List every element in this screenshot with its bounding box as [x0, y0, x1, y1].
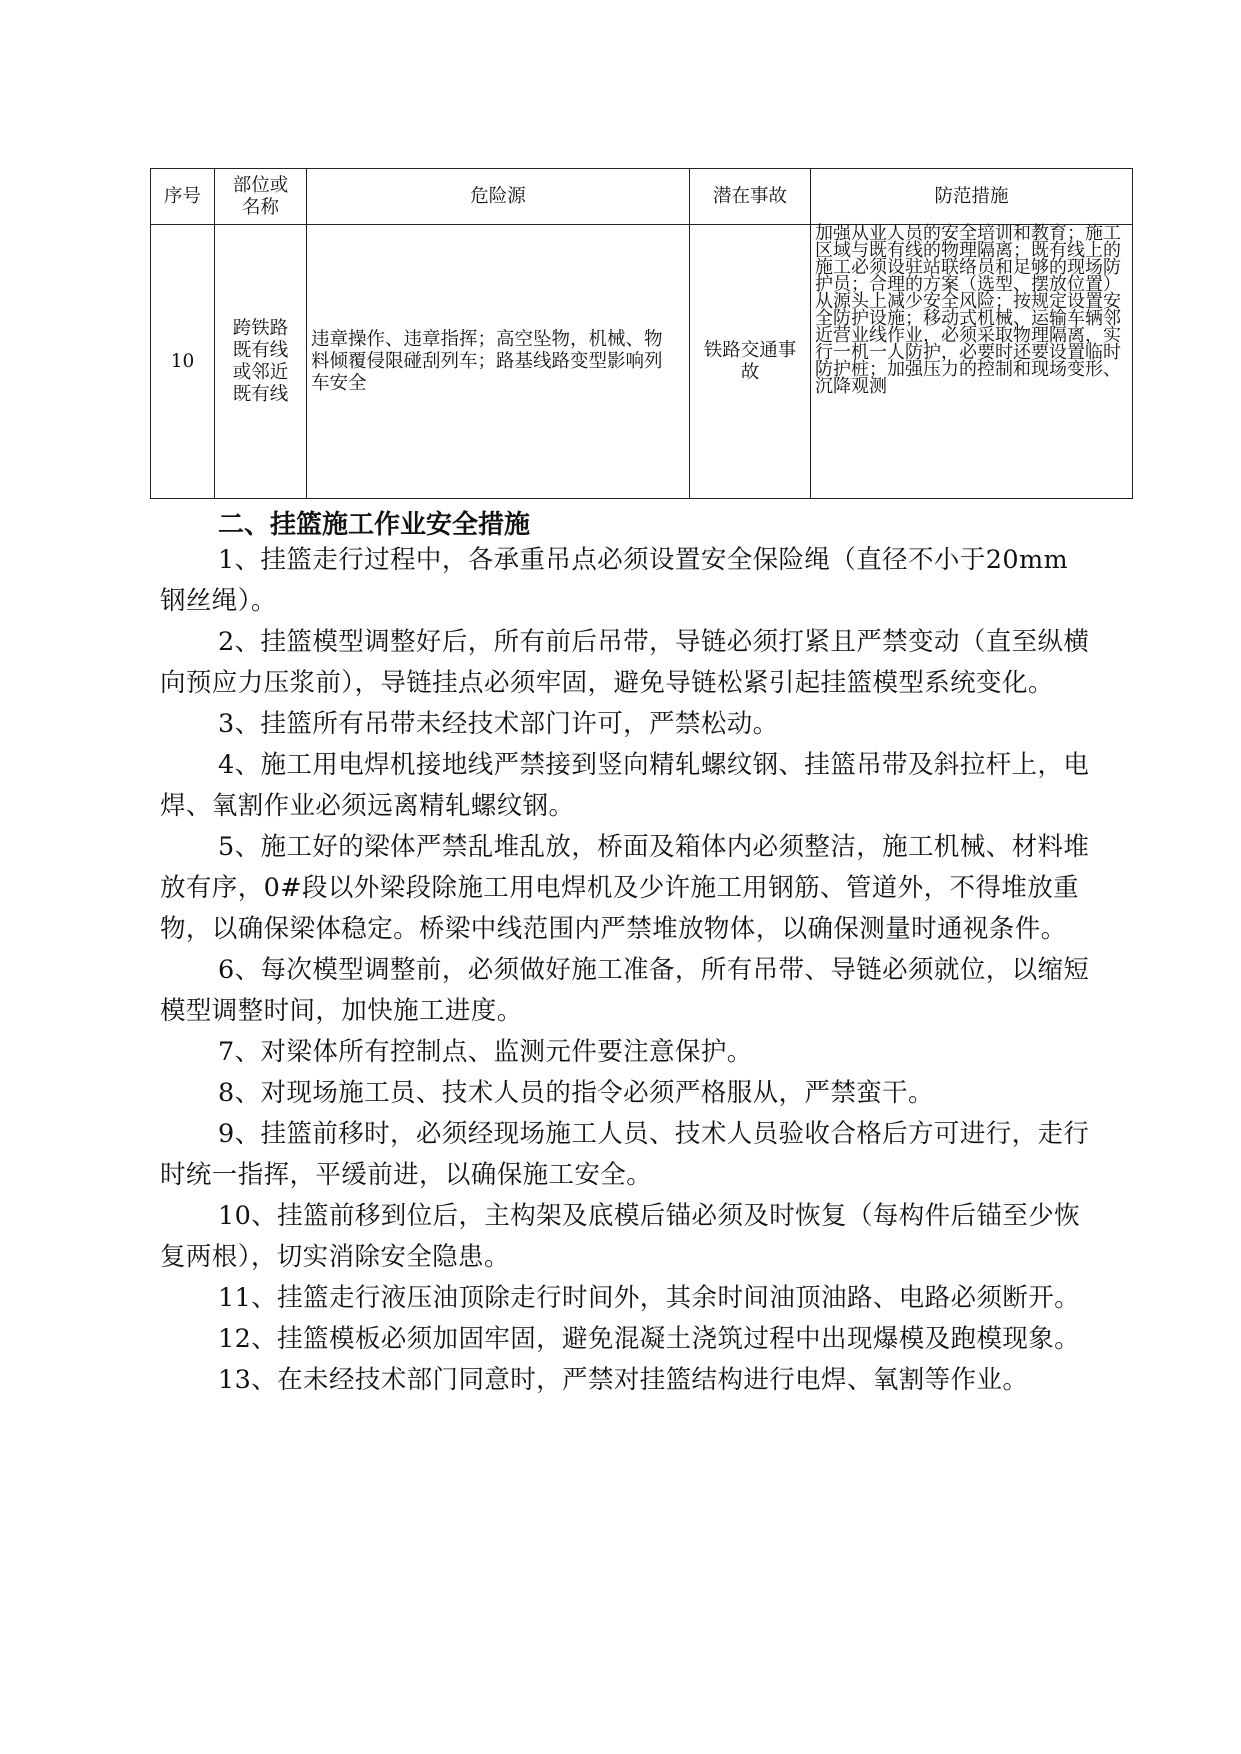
hazard-table: [150, 168, 1133, 499]
header-no: 序号: [151, 169, 215, 225]
header-location: 部位或名称: [215, 169, 307, 225]
list-item: 1、挂篮走行过程中，各承重吊点必须设置安全保险绳（直径不小于20mm钢丝绳）。: [160, 545, 1069, 616]
cell-hazard: 违章操作、违章指挥；高空坠物，机械、物料倾覆侵限碰刮列车；路基线路变型影响列车安全: [307, 225, 690, 499]
list-item: 3、挂篮所有吊带未经技术部门许可，严禁松动。: [218, 709, 779, 739]
measure-list: [160, 540, 1090, 1401]
list-item: 5、施工好的梁体严禁乱堆乱放，桥面及箱体内必须整洁，施工机械、材料堆放有序，0#段以外梁段除施工用电焊机及少许施工用钢筋、管道外，不得堆放重物，以确保梁体稳定。桥梁中线范围内严禁堆放物体，以确保测量时通视条件。: [160, 832, 1090, 944]
table-row: [151, 225, 1133, 499]
list-item: 12、挂篮模板必须加固牢固，避免混凝土浇筑过程中出现爆模及跑模现象。: [218, 1324, 1081, 1354]
list-item: 8、对现场施工员、技术人员的指令必须严格服从，严禁蛮干。: [218, 1078, 934, 1108]
list-item: 10、挂篮前移到位后，主构架及底模后锚必须及时恢复（每构件后锚至少恢复两根），切实消除安全隐患。: [160, 1201, 1081, 1272]
table-header-row: [151, 169, 1133, 225]
list-item: 6、每次模型调整前，必须做好施工准备，所有吊带、导链必须就位，以缩短模型调整时间，加快施工进度。: [160, 955, 1090, 1026]
list-item: 2、挂篮模型调整好后，所有前后吊带，导链必须打紧且严禁变动（直至纵横向预应力压浆前），导链挂点必须牢固，避免导链松紧引起挂篮模型系统变化。: [160, 627, 1090, 698]
list-item: 13、在未经技术部门同意时，严禁对挂篮结构进行电焊、氧割等作业。: [218, 1365, 1029, 1395]
cell-location: 跨铁路既有线或邻近既有线: [215, 225, 307, 499]
cell-no: 10: [151, 225, 215, 499]
list-item: 7、对梁体所有控制点、监测元件要注意保护。: [218, 1037, 753, 1067]
header-measures: 防范措施: [811, 169, 1133, 225]
section-title: 二、挂篮施工作业安全措施: [218, 510, 531, 540]
list-item: 4、施工用电焊机接地线严禁接到竖向精轧螺纹钢、挂篮吊带及斜拉杆上，电焊、氧割作业必须远离精轧螺纹钢。: [160, 750, 1090, 821]
list-item: 9、挂篮前移时，必须经现场施工人员、技术人员验收合格后方可进行，走行时统一指挥，平缓前进，以确保施工安全。: [160, 1119, 1090, 1190]
header-accident: 潜在事故: [690, 169, 811, 225]
cell-measures: 加强从业人员的安全培训和教育；施工区域与既有线的物理隔离；既有线上的施工必须设驻站联络员和足够的现场防护员；合理的方案（选型、摆放位置）从源头上减少安全风险；按规定设置安全防护设施；移动式机械、运输车辆邻近营业线作业，必须采取物理隔离，实行一机一人防护，必要时还要设置临时防护桩；加强压力的控制和现场变形、沉降观测: [811, 225, 1133, 499]
header-hazard: 危险源: [307, 169, 690, 225]
list-item: 11、挂篮走行液压油顶除走行时间外，其余时间油顶油路、电路必须断开。: [218, 1283, 1081, 1313]
cell-accident: 铁路交通事故: [690, 225, 811, 499]
